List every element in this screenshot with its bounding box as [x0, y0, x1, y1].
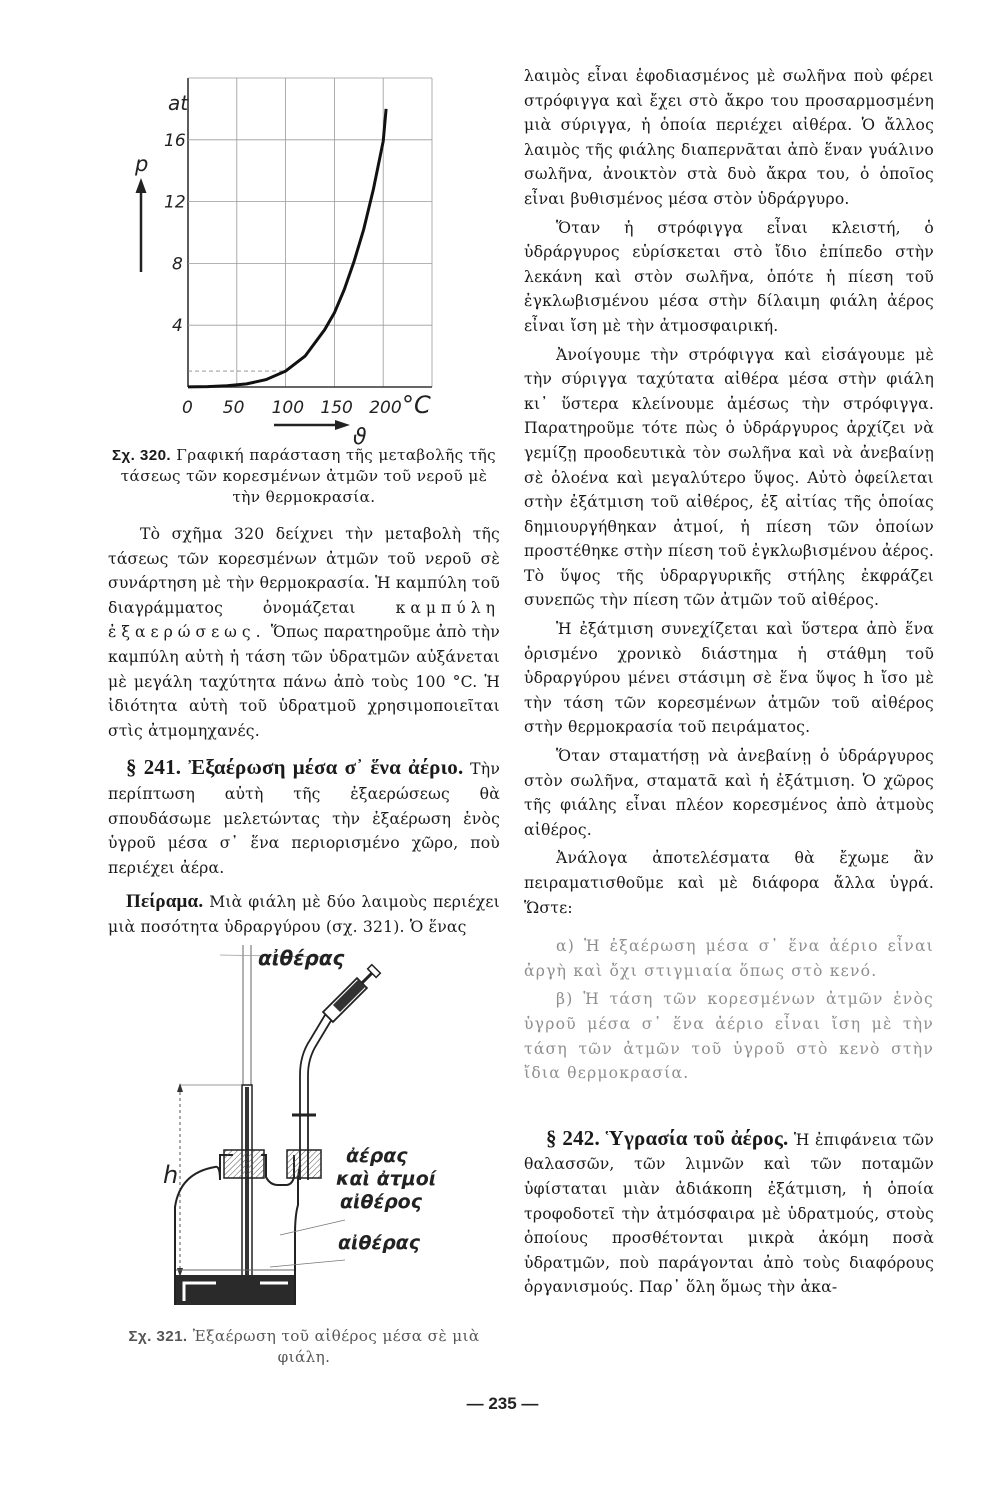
- label-ether-syringe: αἰθέρας: [258, 946, 345, 970]
- x-tick-label: 150: [320, 398, 353, 418]
- x-tick-label: 100: [271, 398, 305, 418]
- y-tick-label: 4: [172, 316, 183, 337]
- paragraph-other-liquids: Ἀνάλογα ἀποτελέσματα θὰ ἔχωμε ἂν πειραματισθοῦμε καὶ μὲ διάφορα ἄλλα ὑγρά. Ὥστε:: [524, 849, 934, 917]
- section-242: [524, 1126, 934, 1300]
- figure-320-caption-text: Γραφική παράσταση τῆς μεταβολῆς τῆς τάσεως τῶν κορεσμένων ἀτμῶν τοῦ νεροῦ μὲ τὴν θερμοκρασία.: [120, 446, 496, 506]
- y-unit-label: at: [168, 91, 189, 115]
- label-air-and-vapour-line3: αἰθέρος: [340, 1191, 423, 1213]
- left-stopper: [224, 1150, 264, 1178]
- section-241: [108, 755, 500, 880]
- conclusion-b: β) Ἡ τάση τῶν κορεσμένων ἀτμῶν ἑνὸς ὑγροῦ μέσα σ᾽ ἕνα ἀέριο εἶναι ἴση μὲ τὴν τάση τῶν ἀτμῶν τοῦ ὑγροῦ στὸ κενὸ στὴν ἴδια θερμοκρασία.: [524, 990, 934, 1083]
- label-air-and-vapour-line1: ἀέρας: [346, 1145, 408, 1167]
- paragraph-saturation-height: Ἡ ἐξάτμιση συνεχίζεται καὶ ὕστερα ἀπὸ ἕνα ὁρισμένο χρονικὸ διάστημα ἡ στάθμη τοῦ ὑδραργύρου μένει στάσιμη σὲ ἕνα ὕψος h ἴσο μὲ τὴν τάση τῶν κορεσμένων ἀτμῶν τοῦ αἰθέρος στὴν θερμοκρασία τοῦ πειράματος.: [524, 620, 934, 737]
- section-242-text: Ἡ ἐπιφάνεια τῶν θαλασσῶν, τῶν λιμνῶν καὶ τῶν ποταμῶν ὑφίσταται μιὰν ἀδιάκοπη ἐξάτμιση, ἡ ὁποία τροφοδοτεῖ τὴν ἀτμόσφαιρα μὲ ὑδρατμούς, στοὺς ὁποίους προσθέτονται μικρὰ ἀκόμη ποσὰ ὑδρατμῶν, ποὺ παράγονται ἀπὸ τοὺς διαφόρους ὀργανισμούς. Παρ᾽ ὅλη ὅμως τὴν ἀκα-: [524, 1130, 934, 1297]
- experiment-heading: Πείραμα.: [126, 891, 204, 913]
- experiment-paragraph: [108, 890, 500, 939]
- conclusion-a: α) Ἡ ἐξαέρωση μέσα σ᾽ ἕνα ἀέριο εἶναι ἀργὴ καὶ ὄχι στιγμιαία ὅπως στὸ κενό.: [524, 937, 934, 980]
- figure-320-number: Σχ. 320.: [112, 447, 172, 464]
- label-ether-liquid: αἰθέρας: [338, 1232, 421, 1254]
- x-tick-label: 200: [369, 398, 402, 418]
- chart-grid: [188, 78, 432, 387]
- page-number: — 235 —: [466, 1394, 539, 1413]
- x-unit-label: °C: [402, 391, 431, 419]
- right-stopper: [287, 1150, 321, 1178]
- vapour-pressure-chart: [120, 72, 440, 472]
- y-tick-label: 16: [164, 130, 186, 151]
- mercury: [176, 1275, 294, 1305]
- x-symbol-label: ϑ: [353, 425, 367, 450]
- paragraph-vapour-curve: Τὸ σχῆμα 320 δείχνει τὴν μεταβολὴ τῆς τάσεως τῶν κορεσμένων ἀτμῶν τοῦ νεροῦ σὲ συνάρτηση μὲ τὴν θερμοκρασία. Ἡ καμπύλη τοῦ διαγράμματος ὀνομάζεται καμπύλη ἐξαερώσεως. Ὅπως παρατηροῦμε ἀπὸ τὴν καμπύλη αὐτὴ ἡ τάση τῶν ὑδρατμῶν αὐξάνεται μὲ μεγάλη ταχύτητα πάνω ἀπὸ τοὺς 100 °C. Ἡ ἰδιότητα αὐτὴ τοῦ ὑδρατμοῦ χρησιμοποιεῖται στὶς ἀτμομηχανές.: [108, 525, 500, 740]
- open-glass-tube: [242, 945, 252, 1295]
- section-242-heading: § 242. Ὑγρασία τοῦ ἀέρος.: [546, 1125, 789, 1150]
- vapour-pressure-curve: [188, 109, 386, 387]
- x-tick-label: 50: [222, 398, 245, 418]
- y-tick-label: 12: [164, 192, 186, 213]
- y-axis-arrow: [136, 178, 147, 272]
- figure-320-caption: [108, 445, 500, 508]
- section-241-heading: § 241. Ἐξαέρωση μέσα σ᾽ ἕνα ἀέριο.: [126, 755, 464, 780]
- paragraph-ether-injected: Ἀνοίγουμε τὴν στρόφιγγα καὶ εἰσάγουμε μὲ τὴν σύριγγα ταχύτατα αἰθέρα μέσα στὴν φιάλη κι᾽ ὕστερα κλείνουμε ἀμέσως τὴν στρόφιγγα. Παρατηροῦμε τότε πὼς ὁ ὑδράργυρος ἀρχίζει νὰ γεμίζῃ προοδευτικὰ τὸν σωλῆνα καὶ νὰ ἀνεβαίνῃ σὲ ὁλοένα καὶ μεγαλύτερο ὕψος. Αὐτὸ ὀφείλεται στὴν ἐξάτμιση τοῦ αἰθέρος, ἐξ αἰτίας τῆς ὁποίας δημιουργήθηκαν ἀτμοί, ἡ πίεση τῶν ὁποίων προστέθηκε στὴν πίεση τοῦ ἐγκλωβισμένου ἀέρος. Τὸ ὕψος τῆς ὑδραργυρικῆς στήλης ἐκφράζει συνεπῶς τὴν πίεση τῶν ἀτμῶν τοῦ αἰθέρος.: [524, 345, 934, 610]
- figure-321-caption: [108, 1326, 500, 1368]
- y-symbol-label: p: [135, 152, 149, 176]
- x-tick-label: 0: [182, 398, 193, 418]
- label-air-and-vapour-line2: καὶ ἀτμοί: [336, 1168, 437, 1190]
- paragraph-evaporation-stops: Ὅταν σταματήσῃ νὰ ἀνεβαίνῃ ὁ ὑδράργυρος στὸν σωλῆνα, σταματᾶ καὶ ἡ ἐξάτμιση. Ὁ χῶρος τῆς φιάλης εἶναι πλέον κορεσμένος ἀπὸ ἀτμοὺς αἰθέρος.: [524, 747, 934, 839]
- label-h: h: [163, 1161, 179, 1189]
- experiment-text: Μιὰ φιάλη μὲ δύο λαιμοὺς περιέχει μιὰ ποσότητα ὑδραργύρου (σχ. 321). Ὁ ἕνας: [108, 893, 500, 936]
- figure-321-number: Σχ. 321.: [128, 1328, 188, 1345]
- paragraph-tap-closed: Ὅταν ἡ στρόφιγγα εἶναι κλειστή, ὁ ὑδράργυρος εὑρίσκεται στὸ ἴδιο ἐπίπεδο στὴν λεκάνη καὶ στὸν σωλῆνα, ὁπότε ἡ πίεση τοῦ ἐγκλωβισμένου μέσα στὴν δίλαιμη φιάλη ἀέρος εἶναι ἴση μὲ τὴν ἀτμοσφαιρική.: [524, 218, 934, 335]
- section-241-text: Τὴν περίπτωση αὐτὴ τῆς ἐξαερώσεως θὰ σπουδάσωμε μελετώντας τὴν ἐξαέρωση ἑνὸς ὑγροῦ μέσα σ᾽ ἕνα περιορισμένο χῶρο, ποὺ περιέχει ἀέρα.: [108, 760, 500, 877]
- syringe: [323, 964, 381, 1022]
- paragraph-apparatus: λαιμὸς εἶναι ἐφοδιασμένος μὲ σωλῆνα ποὺ φέρει στρόφιγγα καὶ ἔχει στὸ ἄκρο του προσαρμοσμένη μιὰ σύριγγα, ἡ ὁποία περιέχει αἰθέρα. Ὁ ἄλλος λαιμὸς τῆς φιάλης διαπερνᾶται ἀπὸ ἕναν γυάλινο σωλῆνα, ἀνοικτὸν στὰ δυὸ ἄκρα του, ὁ ὁποῖος εἶναι βυθισμένος μέσα στὸν ὑδράργυρο.: [524, 67, 934, 208]
- y-tick-label: 8: [172, 254, 183, 275]
- term-evaporation-curve: καμπύλη ἐξαερώσεως.: [108, 598, 500, 642]
- x-axis-arrow: [274, 420, 350, 430]
- figure-321-caption-text: Ἐξαέρωση τοῦ αἰθέρος μέσα σὲ μιὰ φιάλη.: [192, 1327, 480, 1366]
- ether-flask-diagram: [160, 945, 460, 1305]
